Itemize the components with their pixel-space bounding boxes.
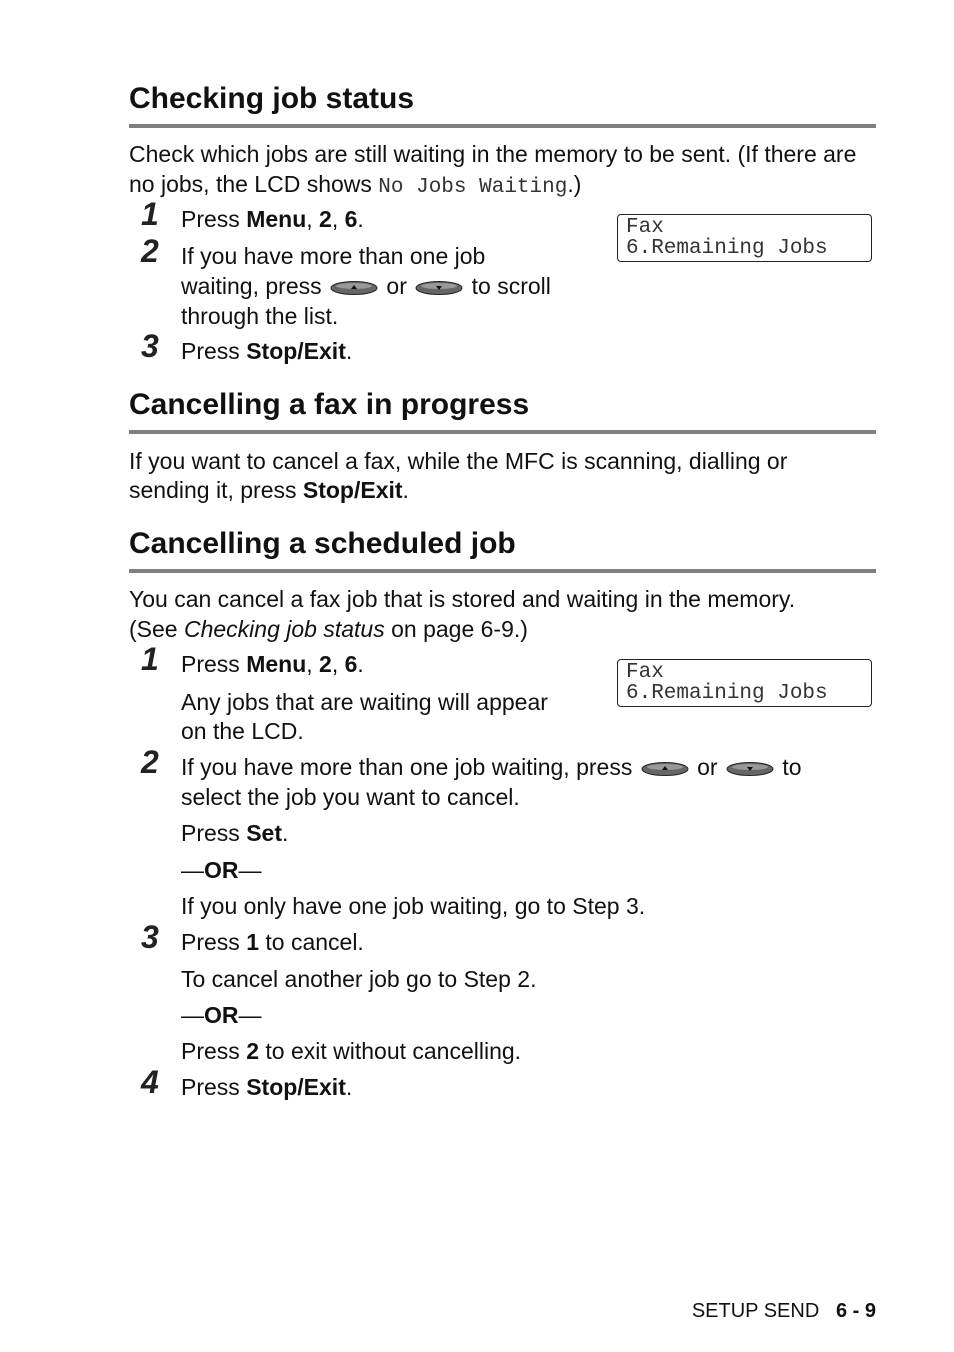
step-text: Press Menu, 2, 6. [181,651,364,677]
step-number: 1 [141,196,159,232]
heading-rule [129,569,876,573]
step-number: 3 [141,919,159,955]
lcd-display: Fax 6.Remaining Jobs [617,214,872,262]
step-number: 2 [141,744,159,780]
heading-rule [129,124,876,128]
step-number: 3 [141,328,159,364]
lcd-display: Fax 6.Remaining Jobs [617,659,872,707]
step-text: waiting, press or to scroll [181,273,551,299]
heading-cancelling-fax: Cancelling a fax in progress [129,388,530,421]
step-text: Press Stop/Exit. [181,1074,353,1100]
step-number: 2 [141,233,159,269]
section2-text: sending it, press Stop/Exit. [129,477,409,503]
down-arrow-button-icon [415,280,463,296]
step-number: 4 [141,1064,159,1100]
step-number: 1 [141,641,159,677]
heading-cancelling-scheduled-job: Cancelling a scheduled job [129,527,516,560]
step-text: select the job you want to cancel. [181,784,520,810]
step-text: If you only have one job waiting, go to Step 3. [181,893,646,919]
step-text: on the LCD. [181,718,304,744]
or-separator: —OR— [181,857,262,883]
section2-text: If you want to cancel a fax, while the MFC is scanning, dialling or [129,448,788,474]
section3-text: You can cancel a fax job that is stored and waiting in the memory. [129,586,796,612]
step-text: Any jobs that are waiting will appear [181,689,548,715]
or-separator: —OR— [181,1002,262,1028]
step-text: Press Stop/Exit. [181,338,353,364]
up-arrow-button-icon [330,280,378,296]
footer-page-number: 6 - 9 [835,1300,876,1322]
footer-section: SETUP SEND [691,1300,820,1322]
heading-rule [129,430,876,434]
step-text: Press 2 to exit without cancelling. [181,1038,522,1064]
step-text: To cancel another job go to Step 2. [181,966,537,992]
section3-text: (See Checking job status on page 6-9.) [129,616,528,642]
step-text: Press 1 to cancel. [181,929,364,955]
step-text: If you have more than one job [181,243,486,269]
step-text: through the list. [181,303,339,329]
section1-intro: Check which jobs are still waiting in the memory to be sent. (If there are no jobs, the LCD shows No Jobs Waiting.) [129,141,857,199]
page-footer [692,1300,876,1323]
lcd-text-no-jobs: No Jobs Waiting [378,176,568,199]
step-text: Press Menu, 2, 6. [181,206,364,232]
step-text: Press Set. [181,820,289,846]
heading-checking-job-status: Checking job status [129,82,415,115]
up-arrow-button-icon [641,761,689,777]
step-text: If you have more than one job waiting, press or to [181,754,802,780]
down-arrow-button-icon [726,761,774,777]
